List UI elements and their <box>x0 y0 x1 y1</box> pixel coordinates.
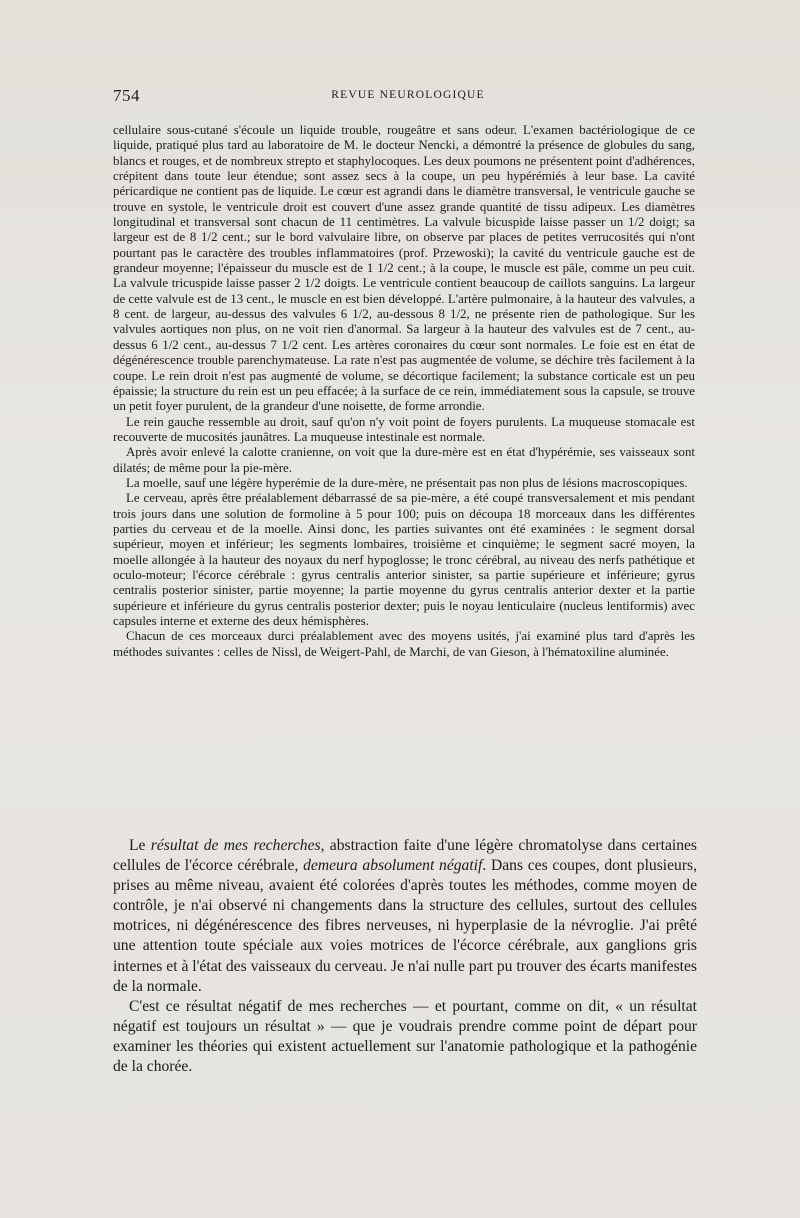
page-header <box>113 86 703 106</box>
paragraph-methods: Chacun de ces morceaux durci préalablement avec des moyens usités, j'ai examiné plus tard d'après les méthodes suivantes : celles de Nissl, de Weigert-Pahl, de Marchi, de van Gieson, à l'hématoxiline aluminée. <box>113 629 695 659</box>
main-text-section <box>113 836 697 1077</box>
page-number: 754 <box>113 86 140 105</box>
paragraph-dura-mater: Après avoir enlevé la calotte cranienne, on voit que la dure-mère est en état d'hypérémie, ses vaisseaux sont dilatés; de même pour la pie-mère. <box>113 445 695 475</box>
running-title: REVUE NEUROLOGIQUE <box>331 89 485 101</box>
paragraph-brain: Le cerveau, après être préalablement débarrassé de sa pie-mère, a été coupé transversalement et mis pendant trois jours dans une solution de formoline à 5 pour 100; puis on découpa 18 morceaux dans les différentes parties du cerveau et de la moelle. Ainsi donc, les parties suivantes ont été examinées : le segment dorsal supérieur, moyen et inférieur; les segments lombaires, troisième et cinquième; le segment sacré moyen, la moelle allongée à la hauteur des noyaux du nerf hypoglosse; le tronc cérébral, au niveau des nerfs pathétique et oculo-moteur; l'écorce cérébrale : gyrus centralis anterior sinister, sa partie supérieure et inférieure; gyrus centralis posterior sinister, partie moyenne; la partie moyenne du gyrus centralis anterior dexter et la partie supérieure et inférieure du gyrus centralis posterior dexter; puis le noyau lenticulaire (nucleus lentiformis) avec capsules interne et externe des deux hémisphères. <box>113 491 695 628</box>
result-text-middle: , abstraction faite d'une légère chromatolyse dans certaines cellules de l'écorce cérébrale, <box>113 837 697 875</box>
result-emphasis-1: résultat de mes recherches <box>150 837 321 854</box>
paragraph-kidney: Le rein gauche ressemble au droit, sauf qu'on n'y voit point de foyers purulents. La muqueuse stomacale est recouverte de mucosités jaunâtres. La muqueuse intestinale est normale. <box>113 414 695 444</box>
paragraph-spinal-cord: La moelle, sauf une légère hyperémie de la dure-mère, ne présentait pas non plus de lésions macroscopiques. <box>126 475 688 490</box>
paragraph-conclusion: C'est ce résultat négatif de mes recherches — et pourtant, comme on dit, « un résultat négatif est toujours un résultat » — que je voudrais prendre comme point de départ pour examiner les théories qui existent actuellement sur l'anatomie pathologique et la pathogénie de la chorée. <box>113 997 697 1076</box>
result-text-start: Le <box>129 837 151 854</box>
small-print-section <box>113 123 695 660</box>
result-emphasis-2: demeura absolument négatif <box>303 857 483 875</box>
paragraph-autopsy: cellulaire sous-cutané s'écoule un liquide trouble, rougeâtre et sans odeur. L'examen bactériologique de ce liquide, pratiqué plus tard au laboratoire de M. le docteur Nencki, a démontré la présence de globules du sang, blancs et rouges, et de nombreux strepto et staphylocoques. Les deux poumons ne présentent point d'adhérences, crépitent dans toute leur étendue; sont assez secs à la coupe, un peu hypérémiés à leur base. La cavité péricardique ne contient pas de liquide. Le cœur est agrandi dans le diamètre transversal, le ventricule gauche se trouve en systole, le ventricule droit est couvert d'une assez grande quantité de tissu adipeux. Les diamètres longitudinal et transversal sont chacun de 11 centimètres. La valvule bicuspide laisse passer un 1/2 doigt; sa largeur est de 8 1/2 cent.; sur le bord valvulaire libre, on observe par places de petites verrucosités qui n'ont pourtant pas le caractère des troubles inflammatoires (prof. Przewoski); la cavité du ventricule gauche est de grandeur moyenne; l'épaisseur du muscle est de 1 1/2 cent.; à la coupe, le muscle est pâle, comme un peu cuit. La valvule tricuspide laisse passer 2 1/2 doigts. Le ventricule contient beaucoup de caillots sanguins. La largeur de cette valvule est de 13 cent., le muscle en est bien développé. L'artère pulmonaire, à la hauteur des valvules, a 8 cent. de largeur, au-dessus des valvules 6 1/2, au-dessous 8 1/2, ne présente rien de pathologique. Sur les valvules aortiques non plus, on ne voit rien d'anormal. Sa largeur à la hauteur des valvules est de 7 cent., au-dessus 6 1/2 cent., au-dessus 7 1/2 cent. Les artères coronaires du cœur sont normales. Le foie est en état de dégénérescence trouble parenchymateuse. La rate n'est pas augmentée de volume, se déchire très facilement à la coupe. Le rein droit n'est pas augmenté de volume, se décortique facilement; la substance corticale est un peu épaissie; la structure du rein est un peu effacée; à la surface de ce rein, immédiatement sous la capsule, se trouve un petit foyer purulent, de la grandeur d'une noisette, de forme arrondie. <box>113 123 695 414</box>
paragraph-result <box>113 836 697 997</box>
result-text-end: . Dans ces coupes, dont plusieurs, prises au même niveau, avaient été colorées d'après toutes les méthodes, comme moyen de contrôle, je n'ai observé ni changements dans la structure des cellules, surtout des cellules motrices, ni dégénérescence des fibres nerveuses, ni hyperplasie de la névroglie. J'ai prêté une attention toute spéciale aux voies motrices de l'écorce cérébrale, aux ganglions gris internes et à l'état des vaisseaux du cerveau. Je n'ai nulle part pu trouver des écarts manifestes de la normale. <box>113 857 697 995</box>
